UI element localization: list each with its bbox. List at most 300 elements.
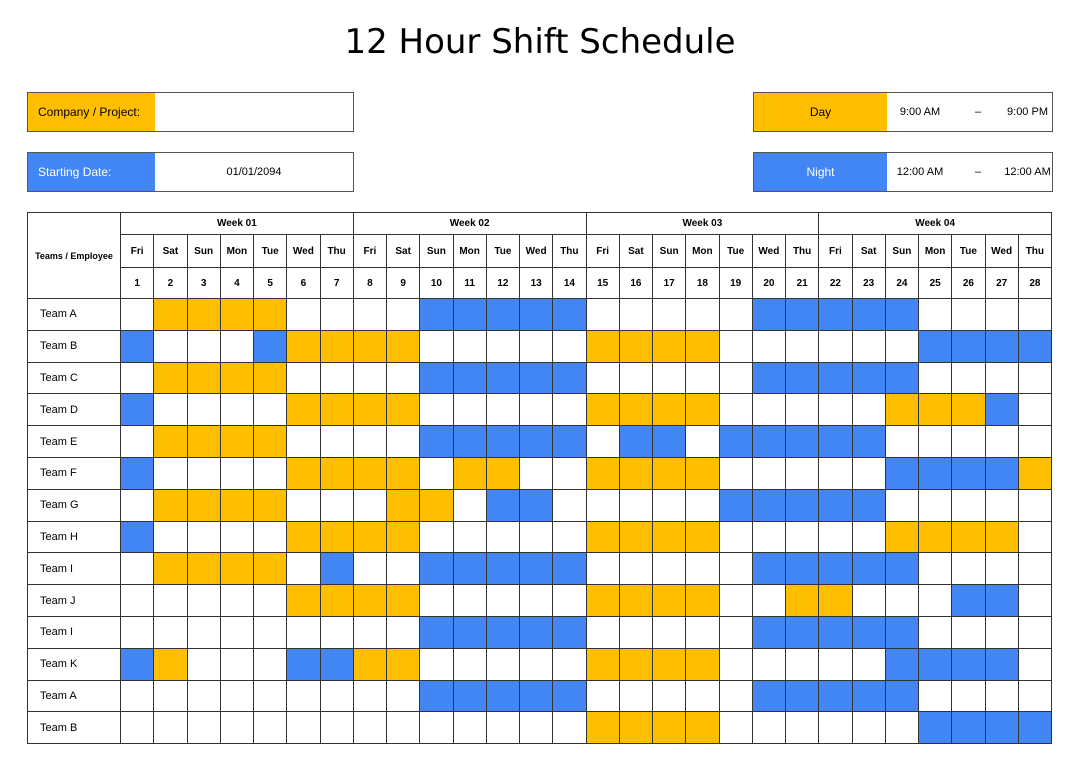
shift-cell-day[interactable]	[486, 457, 519, 489]
shift-cell-empty[interactable]	[819, 712, 852, 744]
shift-cell-night[interactable]	[653, 426, 686, 458]
shift-cell-night[interactable]	[752, 299, 785, 331]
shift-cell-empty[interactable]	[154, 457, 187, 489]
shift-cell-day[interactable]	[686, 330, 719, 362]
shift-cell-night[interactable]	[520, 616, 553, 648]
shift-cell-empty[interactable]	[619, 616, 652, 648]
shift-cell-empty[interactable]	[719, 553, 752, 585]
shift-cell-empty[interactable]	[1018, 394, 1051, 426]
shift-cell-night[interactable]	[885, 362, 918, 394]
shift-cell-night[interactable]	[852, 553, 885, 585]
shift-cell-empty[interactable]	[985, 680, 1018, 712]
shift-cell-day[interactable]	[387, 489, 420, 521]
shift-cell-empty[interactable]	[220, 330, 253, 362]
shift-cell-night[interactable]	[121, 521, 154, 553]
shift-cell-night[interactable]	[553, 680, 586, 712]
shift-cell-empty[interactable]	[121, 362, 154, 394]
shift-cell-day[interactable]	[154, 299, 187, 331]
shift-cell-empty[interactable]	[752, 712, 785, 744]
shift-cell-empty[interactable]	[453, 489, 486, 521]
shift-cell-night[interactable]	[486, 426, 519, 458]
shift-cell-empty[interactable]	[553, 457, 586, 489]
shift-cell-day[interactable]	[1018, 457, 1051, 489]
shift-cell-empty[interactable]	[453, 585, 486, 617]
shift-cell-day[interactable]	[619, 394, 652, 426]
shift-cell-empty[interactable]	[287, 426, 320, 458]
shift-cell-empty[interactable]	[952, 489, 985, 521]
shift-cell-night[interactable]	[952, 712, 985, 744]
shift-cell-empty[interactable]	[520, 457, 553, 489]
shift-cell-empty[interactable]	[686, 553, 719, 585]
shift-cell-empty[interactable]	[952, 362, 985, 394]
shift-cell-empty[interactable]	[719, 648, 752, 680]
shift-cell-empty[interactable]	[719, 299, 752, 331]
shift-cell-empty[interactable]	[752, 330, 785, 362]
shift-cell-night[interactable]	[520, 362, 553, 394]
shift-cell-empty[interactable]	[852, 330, 885, 362]
shift-cell-empty[interactable]	[287, 299, 320, 331]
shift-cell-empty[interactable]	[320, 426, 353, 458]
shift-cell-empty[interactable]	[985, 553, 1018, 585]
shift-cell-empty[interactable]	[387, 616, 420, 648]
shift-cell-day[interactable]	[586, 394, 619, 426]
shift-cell-day[interactable]	[287, 521, 320, 553]
shift-cell-empty[interactable]	[353, 712, 386, 744]
shift-cell-night[interactable]	[786, 553, 819, 585]
shift-cell-night[interactable]	[121, 648, 154, 680]
shift-cell-day[interactable]	[586, 330, 619, 362]
shift-cell-empty[interactable]	[619, 362, 652, 394]
shift-cell-empty[interactable]	[154, 712, 187, 744]
shift-cell-empty[interactable]	[719, 585, 752, 617]
shift-cell-empty[interactable]	[254, 457, 287, 489]
shift-cell-night[interactable]	[453, 616, 486, 648]
shift-cell-day[interactable]	[919, 394, 952, 426]
shift-cell-night[interactable]	[486, 680, 519, 712]
shift-cell-day[interactable]	[686, 712, 719, 744]
shift-cell-day[interactable]	[254, 553, 287, 585]
shift-cell-night[interactable]	[486, 362, 519, 394]
shift-cell-empty[interactable]	[619, 489, 652, 521]
shift-cell-night[interactable]	[819, 426, 852, 458]
shift-cell-night[interactable]	[453, 299, 486, 331]
shift-cell-day[interactable]	[320, 330, 353, 362]
shift-cell-night[interactable]	[819, 680, 852, 712]
shift-cell-night[interactable]	[852, 616, 885, 648]
shift-cell-day[interactable]	[154, 362, 187, 394]
shift-cell-empty[interactable]	[154, 616, 187, 648]
shift-cell-empty[interactable]	[486, 394, 519, 426]
shift-cell-empty[interactable]	[220, 585, 253, 617]
shift-cell-empty[interactable]	[786, 712, 819, 744]
shift-cell-empty[interactable]	[187, 585, 220, 617]
shift-cell-empty[interactable]	[819, 457, 852, 489]
shift-cell-night[interactable]	[752, 362, 785, 394]
shift-cell-night[interactable]	[520, 680, 553, 712]
shift-cell-night[interactable]	[919, 648, 952, 680]
shift-cell-night[interactable]	[320, 648, 353, 680]
shift-cell-empty[interactable]	[653, 299, 686, 331]
shift-cell-empty[interactable]	[686, 489, 719, 521]
shift-cell-empty[interactable]	[220, 648, 253, 680]
shift-cell-empty[interactable]	[254, 521, 287, 553]
shift-cell-night[interactable]	[819, 362, 852, 394]
shift-cell-empty[interactable]	[1018, 489, 1051, 521]
shift-cell-night[interactable]	[852, 362, 885, 394]
shift-cell-empty[interactable]	[287, 616, 320, 648]
shift-cell-day[interactable]	[653, 648, 686, 680]
shift-cell-empty[interactable]	[952, 553, 985, 585]
shift-cell-empty[interactable]	[520, 648, 553, 680]
shift-cell-empty[interactable]	[220, 521, 253, 553]
shift-cell-day[interactable]	[885, 521, 918, 553]
shift-cell-night[interactable]	[952, 457, 985, 489]
night-shift-start[interactable]: 12:00 AM	[896, 166, 944, 178]
shift-cell-day[interactable]	[387, 330, 420, 362]
shift-cell-empty[interactable]	[287, 553, 320, 585]
shift-cell-empty[interactable]	[220, 616, 253, 648]
shift-cell-day[interactable]	[952, 394, 985, 426]
shift-cell-empty[interactable]	[420, 712, 453, 744]
shift-cell-night[interactable]	[885, 648, 918, 680]
shift-cell-empty[interactable]	[952, 616, 985, 648]
shift-cell-night[interactable]	[553, 299, 586, 331]
shift-cell-night[interactable]	[1018, 330, 1051, 362]
shift-cell-night[interactable]	[453, 553, 486, 585]
shift-cell-empty[interactable]	[154, 680, 187, 712]
shift-cell-empty[interactable]	[320, 299, 353, 331]
shift-cell-empty[interactable]	[686, 426, 719, 458]
shift-cell-empty[interactable]	[752, 648, 785, 680]
shift-cell-empty[interactable]	[553, 585, 586, 617]
shift-cell-empty[interactable]	[420, 394, 453, 426]
shift-cell-night[interactable]	[486, 616, 519, 648]
shift-cell-night[interactable]	[752, 426, 785, 458]
shift-cell-day[interactable]	[254, 299, 287, 331]
shift-cell-empty[interactable]	[121, 616, 154, 648]
shift-cell-empty[interactable]	[453, 712, 486, 744]
shift-cell-night[interactable]	[553, 362, 586, 394]
shift-cell-empty[interactable]	[919, 299, 952, 331]
shift-cell-day[interactable]	[586, 648, 619, 680]
shift-cell-empty[interactable]	[719, 712, 752, 744]
shift-cell-empty[interactable]	[420, 585, 453, 617]
shift-cell-empty[interactable]	[353, 680, 386, 712]
shift-cell-empty[interactable]	[1018, 299, 1051, 331]
shift-cell-empty[interactable]	[121, 553, 154, 585]
shift-cell-empty[interactable]	[353, 299, 386, 331]
shift-cell-night[interactable]	[486, 489, 519, 521]
shift-cell-night[interactable]	[919, 330, 952, 362]
shift-cell-empty[interactable]	[553, 394, 586, 426]
shift-cell-night[interactable]	[420, 299, 453, 331]
shift-cell-empty[interactable]	[320, 680, 353, 712]
shift-cell-day[interactable]	[686, 457, 719, 489]
starting-date-field[interactable]: 01/01/2094	[226, 166, 282, 178]
shift-cell-day[interactable]	[387, 648, 420, 680]
shift-cell-empty[interactable]	[852, 585, 885, 617]
shift-cell-night[interactable]	[852, 489, 885, 521]
shift-cell-empty[interactable]	[719, 457, 752, 489]
shift-cell-empty[interactable]	[885, 330, 918, 362]
shift-cell-day[interactable]	[287, 585, 320, 617]
shift-cell-empty[interactable]	[287, 489, 320, 521]
shift-cell-empty[interactable]	[653, 553, 686, 585]
shift-cell-empty[interactable]	[752, 394, 785, 426]
shift-cell-day[interactable]	[586, 585, 619, 617]
shift-cell-empty[interactable]	[786, 394, 819, 426]
shift-cell-day[interactable]	[187, 299, 220, 331]
shift-cell-day[interactable]	[353, 585, 386, 617]
shift-cell-empty[interactable]	[220, 680, 253, 712]
shift-cell-empty[interactable]	[686, 680, 719, 712]
shift-cell-empty[interactable]	[121, 680, 154, 712]
shift-cell-day[interactable]	[320, 521, 353, 553]
shift-cell-day[interactable]	[220, 299, 253, 331]
shift-cell-empty[interactable]	[486, 585, 519, 617]
shift-cell-day[interactable]	[653, 457, 686, 489]
shift-cell-day[interactable]	[353, 330, 386, 362]
shift-cell-day[interactable]	[686, 648, 719, 680]
shift-cell-empty[interactable]	[1018, 521, 1051, 553]
shift-cell-empty[interactable]	[453, 330, 486, 362]
shift-cell-empty[interactable]	[154, 394, 187, 426]
shift-cell-empty[interactable]	[187, 330, 220, 362]
shift-cell-day[interactable]	[387, 521, 420, 553]
shift-cell-night[interactable]	[1018, 712, 1051, 744]
shift-cell-night[interactable]	[985, 457, 1018, 489]
shift-cell-empty[interactable]	[520, 330, 553, 362]
shift-cell-empty[interactable]	[353, 489, 386, 521]
shift-cell-night[interactable]	[520, 553, 553, 585]
shift-cell-day[interactable]	[819, 585, 852, 617]
shift-cell-empty[interactable]	[985, 299, 1018, 331]
shift-cell-day[interactable]	[353, 648, 386, 680]
shift-cell-empty[interactable]	[453, 394, 486, 426]
shift-cell-day[interactable]	[453, 457, 486, 489]
shift-cell-empty[interactable]	[187, 521, 220, 553]
shift-cell-night[interactable]	[985, 712, 1018, 744]
shift-cell-empty[interactable]	[819, 330, 852, 362]
shift-cell-empty[interactable]	[985, 362, 1018, 394]
shift-cell-day[interactable]	[619, 648, 652, 680]
shift-cell-empty[interactable]	[653, 489, 686, 521]
shift-cell-empty[interactable]	[320, 712, 353, 744]
shift-cell-empty[interactable]	[387, 553, 420, 585]
shift-cell-empty[interactable]	[586, 553, 619, 585]
shift-cell-night[interactable]	[919, 457, 952, 489]
shift-cell-empty[interactable]	[254, 680, 287, 712]
shift-cell-empty[interactable]	[919, 585, 952, 617]
shift-cell-day[interactable]	[320, 394, 353, 426]
shift-cell-night[interactable]	[254, 330, 287, 362]
shift-cell-day[interactable]	[786, 585, 819, 617]
shift-cell-empty[interactable]	[1018, 426, 1051, 458]
shift-cell-empty[interactable]	[919, 362, 952, 394]
shift-cell-empty[interactable]	[719, 330, 752, 362]
shift-cell-day[interactable]	[686, 521, 719, 553]
shift-cell-empty[interactable]	[387, 299, 420, 331]
shift-cell-night[interactable]	[786, 680, 819, 712]
shift-cell-night[interactable]	[719, 426, 752, 458]
shift-cell-day[interactable]	[619, 457, 652, 489]
shift-cell-night[interactable]	[852, 299, 885, 331]
shift-cell-empty[interactable]	[187, 648, 220, 680]
shift-cell-empty[interactable]	[719, 394, 752, 426]
shift-cell-night[interactable]	[520, 426, 553, 458]
shift-cell-empty[interactable]	[919, 426, 952, 458]
shift-cell-empty[interactable]	[586, 489, 619, 521]
shift-cell-empty[interactable]	[852, 457, 885, 489]
shift-cell-day[interactable]	[254, 426, 287, 458]
shift-cell-empty[interactable]	[653, 616, 686, 648]
shift-cell-empty[interactable]	[952, 299, 985, 331]
shift-cell-night[interactable]	[752, 680, 785, 712]
shift-cell-night[interactable]	[486, 299, 519, 331]
shift-cell-day[interactable]	[187, 489, 220, 521]
shift-cell-night[interactable]	[885, 553, 918, 585]
shift-cell-empty[interactable]	[786, 457, 819, 489]
shift-cell-empty[interactable]	[952, 680, 985, 712]
shift-cell-empty[interactable]	[719, 521, 752, 553]
shift-cell-empty[interactable]	[586, 299, 619, 331]
shift-cell-empty[interactable]	[1018, 648, 1051, 680]
shift-cell-day[interactable]	[154, 648, 187, 680]
shift-cell-empty[interactable]	[420, 457, 453, 489]
shift-cell-empty[interactable]	[885, 489, 918, 521]
shift-cell-empty[interactable]	[220, 457, 253, 489]
shift-cell-night[interactable]	[952, 648, 985, 680]
shift-cell-night[interactable]	[985, 394, 1018, 426]
shift-cell-empty[interactable]	[320, 616, 353, 648]
shift-cell-empty[interactable]	[752, 521, 785, 553]
shift-cell-night[interactable]	[619, 426, 652, 458]
shift-cell-night[interactable]	[819, 616, 852, 648]
shift-cell-empty[interactable]	[885, 712, 918, 744]
shift-cell-empty[interactable]	[453, 648, 486, 680]
shift-cell-day[interactable]	[420, 489, 453, 521]
shift-cell-day[interactable]	[187, 553, 220, 585]
shift-cell-day[interactable]	[320, 457, 353, 489]
shift-cell-empty[interactable]	[852, 712, 885, 744]
shift-cell-empty[interactable]	[819, 648, 852, 680]
shift-cell-empty[interactable]	[985, 489, 1018, 521]
shift-cell-day[interactable]	[919, 521, 952, 553]
shift-cell-night[interactable]	[121, 457, 154, 489]
shift-cell-empty[interactable]	[919, 553, 952, 585]
shift-cell-night[interactable]	[121, 330, 154, 362]
shift-cell-empty[interactable]	[520, 394, 553, 426]
shift-cell-day[interactable]	[653, 712, 686, 744]
shift-cell-empty[interactable]	[553, 489, 586, 521]
day-shift-start[interactable]: 9:00 AM	[899, 106, 941, 118]
shift-cell-day[interactable]	[686, 585, 719, 617]
shift-cell-empty[interactable]	[287, 712, 320, 744]
shift-cell-day[interactable]	[586, 521, 619, 553]
shift-cell-empty[interactable]	[786, 648, 819, 680]
shift-cell-night[interactable]	[885, 299, 918, 331]
shift-cell-empty[interactable]	[520, 521, 553, 553]
shift-cell-empty[interactable]	[653, 362, 686, 394]
shift-cell-empty[interactable]	[919, 616, 952, 648]
shift-cell-night[interactable]	[420, 553, 453, 585]
shift-cell-night[interactable]	[420, 426, 453, 458]
shift-cell-empty[interactable]	[619, 553, 652, 585]
shift-cell-empty[interactable]	[586, 426, 619, 458]
shift-cell-day[interactable]	[985, 521, 1018, 553]
shift-cell-empty[interactable]	[786, 521, 819, 553]
shift-cell-empty[interactable]	[852, 648, 885, 680]
shift-cell-night[interactable]	[786, 426, 819, 458]
shift-cell-empty[interactable]	[220, 394, 253, 426]
day-shift-end[interactable]: 9:00 PM	[1007, 106, 1048, 118]
shift-cell-day[interactable]	[619, 330, 652, 362]
shift-cell-empty[interactable]	[852, 394, 885, 426]
shift-cell-empty[interactable]	[420, 330, 453, 362]
shift-cell-day[interactable]	[254, 362, 287, 394]
shift-cell-empty[interactable]	[254, 712, 287, 744]
shift-cell-day[interactable]	[287, 457, 320, 489]
shift-cell-night[interactable]	[453, 680, 486, 712]
shift-cell-night[interactable]	[885, 616, 918, 648]
shift-cell-empty[interactable]	[1018, 553, 1051, 585]
shift-cell-empty[interactable]	[387, 426, 420, 458]
shift-cell-night[interactable]	[553, 426, 586, 458]
shift-cell-empty[interactable]	[586, 362, 619, 394]
shift-cell-empty[interactable]	[353, 362, 386, 394]
shift-cell-empty[interactable]	[187, 457, 220, 489]
shift-cell-day[interactable]	[387, 585, 420, 617]
shift-cell-empty[interactable]	[387, 712, 420, 744]
shift-cell-empty[interactable]	[686, 299, 719, 331]
shift-cell-night[interactable]	[786, 489, 819, 521]
shift-cell-empty[interactable]	[1018, 680, 1051, 712]
shift-cell-night[interactable]	[852, 426, 885, 458]
shift-cell-night[interactable]	[752, 616, 785, 648]
shift-cell-empty[interactable]	[154, 521, 187, 553]
shift-cell-day[interactable]	[187, 426, 220, 458]
shift-cell-empty[interactable]	[719, 616, 752, 648]
company-project-field[interactable]	[155, 93, 353, 131]
shift-cell-night[interactable]	[852, 680, 885, 712]
shift-cell-night[interactable]	[919, 712, 952, 744]
shift-cell-empty[interactable]	[553, 330, 586, 362]
shift-cell-day[interactable]	[952, 521, 985, 553]
shift-cell-day[interactable]	[653, 585, 686, 617]
shift-cell-empty[interactable]	[121, 489, 154, 521]
shift-cell-day[interactable]	[154, 426, 187, 458]
shift-cell-empty[interactable]	[619, 680, 652, 712]
shift-cell-day[interactable]	[187, 362, 220, 394]
shift-cell-day[interactable]	[353, 394, 386, 426]
shift-cell-empty[interactable]	[486, 521, 519, 553]
shift-cell-day[interactable]	[619, 585, 652, 617]
shift-cell-empty[interactable]	[121, 299, 154, 331]
shift-cell-night[interactable]	[420, 680, 453, 712]
shift-cell-empty[interactable]	[885, 426, 918, 458]
shift-cell-empty[interactable]	[254, 585, 287, 617]
shift-cell-day[interactable]	[287, 330, 320, 362]
shift-cell-day[interactable]	[353, 457, 386, 489]
shift-cell-empty[interactable]	[553, 712, 586, 744]
shift-cell-night[interactable]	[985, 330, 1018, 362]
shift-cell-night[interactable]	[320, 553, 353, 585]
shift-cell-night[interactable]	[786, 616, 819, 648]
shift-cell-empty[interactable]	[619, 299, 652, 331]
shift-cell-empty[interactable]	[187, 616, 220, 648]
shift-cell-empty[interactable]	[686, 616, 719, 648]
shift-cell-day[interactable]	[387, 457, 420, 489]
